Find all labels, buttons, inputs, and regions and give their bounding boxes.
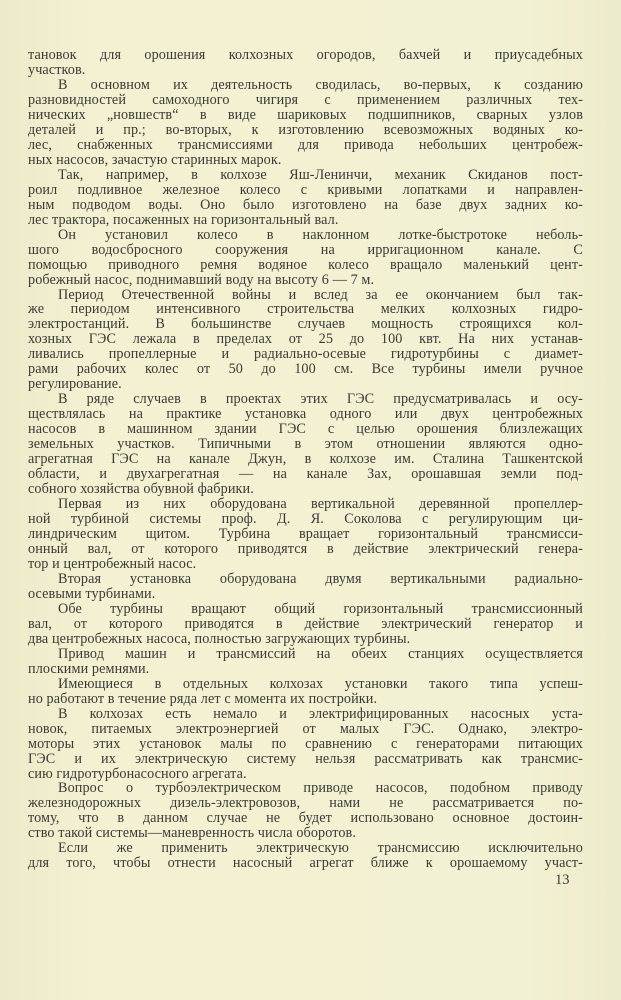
text-line: ных насосов, зачастую старинных марок. [28, 151, 282, 168]
text-line: электростанций. В большинстве случаев мощность строящихся кол- [28, 316, 583, 333]
text-line: шого водосбросного сооружения на ирригационном канале. С [28, 241, 583, 258]
text-line: Вторая установка оборудована двумя вертикальными радиально- [58, 570, 583, 587]
text-line: осевыми турбинами. [28, 585, 156, 602]
text-line: рами рабочих колес от 50 до 100 см. Все турбины имели ручное [28, 361, 583, 378]
text-line: для того, чтобы отнести насосный агрегат ближе к орошаемому участ- [28, 855, 583, 872]
text-line: плоскими ремнями. [28, 660, 150, 677]
text-line: моторы этих установок малы по сравнению с генераторами питающих [28, 735, 583, 752]
text-line: участков. [28, 61, 86, 78]
text-line: агрегатная ГЭС на канале Джун, в колхозе им. Сталина Ташкентской [28, 451, 583, 468]
text-line: собного хозяйства обувной фабрики. [28, 481, 254, 498]
text-line: онный вал, от которого приводятся в действие электрический генера- [28, 540, 583, 557]
text-line: Обе турбины вращают общий горизонтальный трансмиссионный [58, 600, 583, 617]
text-line: сию гидротурбонасосного агрегата. [28, 765, 247, 782]
text-line: ной турбиной системы проф. Д. Я. Соколова с регулирующим ци- [28, 511, 583, 528]
text-line: железнодорожных дизель-электровозов, нами не рассматривается по- [28, 795, 583, 812]
text-line: земельных участков. Типичными в этом отношении являются одно- [28, 436, 583, 453]
text-line: новок, питаемых электроэнергией от малых ГЭС. Однако, электро- [28, 720, 583, 737]
text-line: Период Отечественной войны и вслед за ее окончанием был так- [58, 286, 583, 303]
text-line: регулирование. [28, 376, 122, 393]
text-line: ществлялась на практике установка одного или двух центробежных [28, 406, 583, 423]
text-line: тановок для орошения колхозных огородов, бахчей и приусадебных [28, 47, 583, 63]
text-line: ным подводом воды. Оно было изготовлено на базе двух задних ко- [28, 196, 583, 213]
text-line: ГЭС и их электрическую систему нельзя рассматривать как трансмис- [28, 750, 583, 767]
text-line: тор и центробежный насос. [28, 555, 197, 572]
text-line: хозных ГЭС лежала в пределах от 25 до 100 квт. На них устанав- [28, 331, 583, 348]
text-line: Так, например, в колхозе Яш-Ленинчи, механик Скиданов пост- [58, 166, 583, 183]
text-line: тому, что в данном случае не будет использовано основное достоин- [28, 810, 583, 827]
text-line: Он установил колесо в наклонном лотке-быстротоке неболь- [58, 226, 583, 243]
text-line: Привод машин и трансмиссий на обеих станциях осуществляется [58, 645, 583, 662]
text-line: разновидностей самоходного чигиря с применением различных тех- [28, 91, 583, 108]
text-line: но работают в течение ряда лет с момента их постройки. [28, 690, 378, 707]
body-text [28, 48, 583, 871]
text-line: насосов в машинном здании ГЭС с целью орошения близлежащих [28, 421, 583, 438]
text-line: Вопрос о турбоэлектрическом приводе насосов, подобном приводу [58, 780, 583, 797]
text-line: В ряде случаев в проектах этих ГЭС предусматривалась и осу- [58, 391, 583, 408]
text-line: Если же применить электрическую трансмиссию исключительно [58, 840, 583, 857]
text-line: области, и двухагрегатная — на канале Зах, орошавшая земли под- [28, 466, 583, 483]
text-line: В колхозах есть немало и электрифицированных насосных уста- [58, 705, 583, 722]
text-line: робежный насос, поднимавший воду на высоту 6 — 7 м. [28, 271, 375, 288]
text-line: же периодом интенсивного строительства мелких колхозных гидро- [28, 301, 583, 318]
text-line: лес, снабженных трансмиссиями для привода небольших центробеж- [28, 136, 583, 153]
text-line: два центробежных насоса, полностью загружающих турбины. [28, 630, 411, 647]
text-line: роил подливное железное колесо с кривыми лопатками и направлен- [28, 181, 583, 198]
text-line: лес трактора, посаженных на горизонтальный вал. [28, 211, 339, 228]
text-line: ство такой системы—маневренность числа оборотов. [28, 825, 357, 842]
text-line: Первая из них оборудована вертикальной деревянной пропеллер- [58, 496, 583, 513]
text-line: ливались пропеллерные и радиально-осевые гидротурбины с диамет- [28, 346, 583, 363]
text-line: Имеющиеся в отдельных колхозах установки такого типа успеш- [58, 675, 583, 692]
text-line: вал, от которого приводятся в действие электрический генератор и [28, 615, 583, 632]
text-line: В основном их деятельность сводилась, во-первых, к созданию [58, 76, 583, 93]
text-line: линдрическим щитом. Турбина вращает горизонтальный трансмисси- [28, 526, 583, 542]
text-line: помощью приводного ремня водяное колесо вращало маленький цент- [28, 256, 583, 273]
text-line: нических „новшеств“ в виде шариковых подшипников, сварных узлов [28, 106, 583, 123]
text-line: деталей и пр.; во-вторых, к изготовлению всевозможных водяных ко- [28, 121, 583, 138]
page-number: 13 [555, 872, 570, 888]
